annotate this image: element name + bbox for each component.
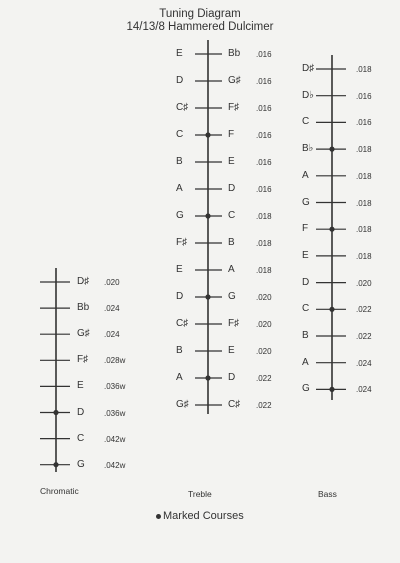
treble-gauge: .016 [256,104,272,113]
bass-note: C [302,303,310,315]
treble-left-note: C♯ [176,102,189,113]
bass-gauge: .022 [356,305,372,315]
chromatic-gauge: .024 [104,330,120,340]
bass-marked-course-dot [329,147,334,152]
chromatic-note: D [77,406,85,418]
bass-note: E [302,249,309,261]
chromatic-note: G [77,458,85,470]
treble-gauge: .016 [256,77,272,86]
treble-gauge: .022 [256,374,272,383]
chromatic-gauge: .042w [104,460,126,470]
bass-gauge: .018 [356,251,372,261]
treble-left-note: C [176,129,184,140]
bass-note: A [302,356,309,368]
treble-right-note: F♯ [228,102,240,113]
chromatic-note: F♯ [77,354,89,366]
bass-gauge: .016 [356,91,372,101]
chromatic-gauge: .036w [104,382,126,392]
legend-label: Marked Courses [163,510,244,522]
treble-right-note: D [228,372,236,383]
treble-gauge: .016 [256,158,272,167]
treble-gauge: .020 [256,293,272,302]
treble-gauge: .020 [256,347,272,356]
bass-note: G [302,196,310,208]
chromatic-gauge: .036w [104,408,126,418]
bass-gauge: .022 [356,332,372,341]
bass-marked-course-dot [329,307,334,312]
bass-note: B [302,330,309,341]
chromatic-column-title: Chromatic [40,486,79,496]
bass-note: D♭ [302,89,314,101]
bass-note: B♭ [302,143,314,155]
chromatic-note: Bb [77,302,90,314]
treble-right-note: C♯ [228,399,241,410]
treble-right-note: F [228,129,235,140]
bass-note: C [302,116,310,128]
treble-right-note: A [228,264,235,275]
bass-gauge: .024 [356,358,372,368]
bass-marked-course-dot [329,387,334,392]
chromatic-gauge: .020 [104,278,120,287]
bass-gauge: .020 [356,278,372,288]
bass-gauge: .018 [356,145,372,155]
treble-right-note: G [228,291,236,302]
treble-gauge: .022 [256,401,272,410]
treble-marked-course-dot [205,294,210,299]
chromatic-gauge: .024 [104,304,120,314]
bass-gauge: .018 [356,171,372,181]
treble-gauge: .020 [256,320,272,329]
treble-left-note: A [176,372,183,383]
treble-left-note: A [176,183,183,194]
treble-left-note: B [176,345,183,356]
treble-gauge: .016 [256,185,272,194]
bass-gauge: .018 [356,225,372,235]
treble-left-note: E [176,264,183,275]
treble-right-note: B [228,237,235,248]
treble-right-note: F♯ [228,318,240,329]
treble-right-note: D [228,183,236,194]
bass-note: D♯ [302,63,315,74]
treble-marked-course-dot [205,213,210,218]
treble-right-note: G♯ [228,75,241,86]
treble-right-note: E [228,156,235,167]
title-line-2: 14/13/8 Hammered Dulcimer [126,21,274,33]
treble-left-note: C♯ [176,318,189,329]
bass-gauge: .018 [356,198,372,208]
treble-right-note: C [228,210,236,221]
treble-column-title: Treble [188,489,212,499]
bass-note: A [302,169,309,181]
treble-left-note: D [176,291,184,302]
bass-note: D [302,276,310,288]
treble-right-note: Bb [228,48,241,59]
treble-gauge: .018 [256,212,272,221]
marked-dot-icon [156,514,161,519]
legend [156,510,244,523]
treble-left-note: G♯ [176,399,189,410]
treble-marked-course-dot [205,132,210,137]
treble-marked-course-dot [205,375,210,380]
bass-note: F [302,223,309,235]
treble-gauge: .016 [256,131,272,140]
bass-marked-course-dot [329,227,334,232]
chromatic-note: E [77,380,84,392]
treble-gauge: .018 [256,266,272,275]
treble-left-note: D [176,75,184,86]
chromatic-note: C [77,432,85,444]
treble-right-note: E [228,345,235,356]
chromatic-gauge: .042w [104,434,126,444]
treble-left-note: G [176,210,184,221]
treble-gauge: .018 [256,239,272,248]
bass-column-title: Bass [318,489,337,499]
chromatic-note: G♯ [77,328,90,340]
treble-left-note: E [176,48,183,59]
treble-gauge: .016 [256,50,272,59]
bass-gauge: .018 [356,65,372,74]
bass-gauge: .024 [356,385,372,395]
bass-gauge: .016 [356,118,372,128]
bass-note: G [302,383,310,395]
chromatic-gauge: .028w [104,356,126,366]
chromatic-marked-course-dot [53,410,58,415]
chromatic-note: D♯ [77,276,90,287]
treble-left-note: F♯ [176,237,188,248]
treble-left-note: B [176,156,183,167]
chromatic-marked-course-dot [53,462,58,467]
title-line-1: Tuning Diagram [159,8,241,20]
